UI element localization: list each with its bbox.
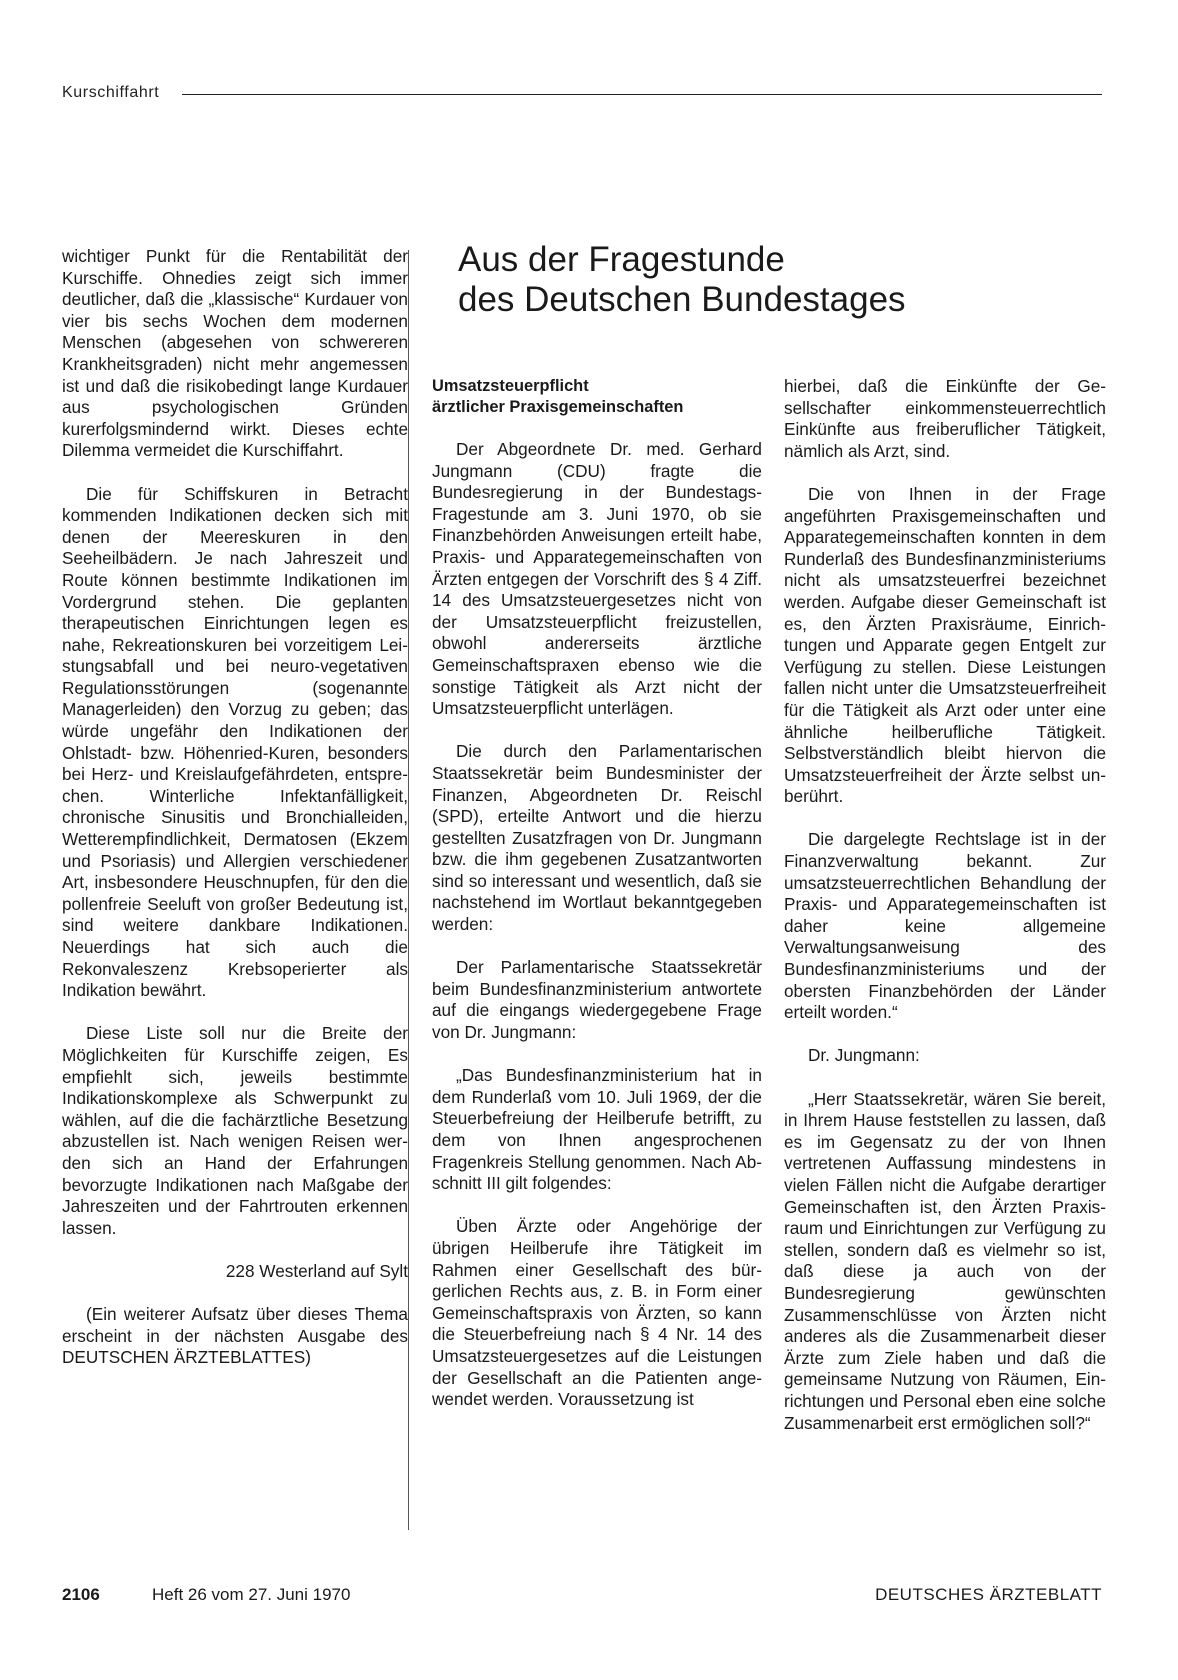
paragraph: Der Parlamentarische Staatssekretär beim Bundesfinanzministerium antwortete auf die eingangs wiedergegebene Frage von Dr. Jungmann: — [432, 957, 762, 1043]
editor-note: (Ein weiterer Aufsatz über dieses Thema erscheint in der nächsten Ausgabe des DEUTSCHEN ÄRZTEBLATTES) — [62, 1304, 408, 1368]
section-heading — [432, 376, 762, 418]
section-heading-line: ärztlicher Praxisgemeinschaften — [432, 398, 684, 416]
column-right — [784, 376, 1106, 1456]
paragraph: Diese Liste soll nur die Breite der Möglichkeiten für Kurschiffe zeigen, Es empfiehlt sich, jeweils bestimmte Indikationskomplexe als Schwerpunkt zu wählen, auf die die fachärztliche Besetzung abzustellen ist. Nach wenigen Reisen werden sich an Hand der Erfahrungen bevorzugte Indikationen nach Maßgabe der Jahreszeiten und der Fahrtrouten erkennen lassen. — [62, 1023, 408, 1238]
section-heading-line: Umsatzsteuerpflicht — [432, 377, 589, 395]
paragraph: „Das Bundesfinanzministerium hat in dem Runderlaß vom 10. Juli 1969, der die Steuerbefreiung der Heilberufe betrifft, zu dem von Ihnen angesprochenen Fragenkreis Stellung genommen. Nach Abschnitt III gilt folgendes: — [432, 1065, 762, 1194]
header-rule — [182, 94, 1102, 95]
paragraph: Üben Ärzte oder Angehörige der übrigen Heilberufe ihre Tätigkeit im Rahmen einer Gesellschaft des bürgerlichen Rechts aus, z. B. in Form einer Gemeinschaftspraxis von Ärzten, so kann die Steuerbefreiung nach § 4 Nr. 14 des Umsatzsteuergesetzes auf die Leistungen der Gesellschaft an die Patienten angewendet werden. Voraussetzung ist — [432, 1216, 762, 1410]
issue-info: Heft 26 vom 27. Juni 1970 — [152, 1585, 351, 1604]
paragraph: Die dargelegte Rechtslage ist in der Finanzverwaltung bekannt. Zur umsatzsteuerrechtlichen Behandlung der Praxis- und Apparategemeinschaften ist daher keine allgemeine Verwaltungsanweisung des Bundesfinanzministeriums und der obersten Finanzbehörden der Länder erteilt worden.“ — [784, 829, 1106, 1023]
column-left — [62, 246, 408, 1390]
column-middle — [432, 376, 762, 1432]
journal-name: DEUTSCHES ÄRZTEBLATT — [875, 1585, 1102, 1604]
paragraph: Der Abgeordnete Dr. med. Gerhard Jungmann (CDU) fragte die Bundesregierung in der Bundestags-Fragestunde am 3. Juni 1970, ob sie Finanzbehörden Anweisungen erteilt habe, Praxis- und Apparategemeinschaften von Ärzten entgegen der Vorschrift des § 4 Ziff. 14 des Umsatzsteuergesetzes nicht von der Umsatzsteuerpflicht freizustellen, obwohl andererseits ärztliche Gemeinschaftspraxen ebenso wie die sonstige Tätigkeit als Arzt nicht der Umsatzsteuerpflicht unterlägen. — [432, 439, 762, 719]
section-label: Kurschiffahrt — [62, 84, 160, 101]
paragraph: „Herr Staatssekretär, wären Sie bereit, in Ihrem Hause feststellen zu lassen, daß es im Gegensatz zu der von Ihnen vertretenen Auffassung mindestens in vielen Fällen nicht die Aufgabe derartiger Gemeinschaften ist, den Ärzten Praxisraum und Einrichtungen zur Verfügung zu stellen, sondern daß es vielmehr so ist, daß diese ja auch von der Bundesregierung gewünschten Zusammenschlüsse von Ärzten nicht anderes als die Zusammenarbeit dieser Ärzte zum Ziele haben und daß die gemeinsame Nutzung von Räumen, Einrichtungen und Personal eben eine solche Zusammenarbeit erst ermöglichen soll?“ — [784, 1088, 1106, 1433]
paragraph: wichtiger Punkt für die Rentabilität der Kurschiffe. Ohnedies zeigt sich immer deutlicher, daß die „klassische“ Kurdauer von vier bis sechs Wochen dem modernen Menschen (abgesehen von schwereren Krankheitsgraden) nicht mehr angemessen ist und daß die risikobedingt lange Kurdauer aus psychologischen Gründen kurerfolgsmindernd wirkt. Dieses echte Dilemma vermeidet die Kurschiffahrt. — [62, 246, 408, 461]
page-number: 2106 — [62, 1585, 100, 1604]
paragraph: Die für Schiffskuren in Betracht kommenden Indikationen decken sich mit denen der Meereskuren in den Seeheilbädern. Je nach Jahreszeit und Route können bestimmte Indikationen im Vordergrund stehen. Die geplanten therapeutischen Einrichtungen legen es nahe, Rekreationskuren bei vorzeitigem Leistungsabfall und bei neuro-vegetativen Regulationsstörungen (sogenannte Managerleiden) den Vorzug zu geben; das würde ungefähr den Indikationen der Ohlstadt- bzw. Höhenried-Kuren, besonders bei Herz- und Kreislaufgefährdeten, entsprechen. Winterliche Infektanfälligkeit, chronische Sinusitis und Bronchialleiden, Wetterempfindlichkeit, Dermatosen (Ekzem und Psoriasis) und Allergien verschiedener Art, insbesondere Heuschnupfen, für den die pollenfreie Seeluft von großer Bedeutung ist, sind weitere dankbare Indikationen. Neuerdings hat sich auch die Rekonvaleszenz Krebsoperierter als Indikation bewährt. — [62, 483, 408, 1001]
author-location: 228 Westerland auf Sylt — [225, 1260, 408, 1281]
paragraph: Die von Ihnen in der Frage angeführten Praxisgemeinschaften und Apparategemeinschaften konnten in dem Runderlaß des Bundesfinanzministeriums nicht als umsatzsteuerfrei bezeichnet werden. Aufgabe dieser Gemeinschaft ist es, den Ärzten Praxisräume, Einrichtungen und Apparate gegen Entgelt zur Verfügung zu stellen. Diese Leistungen fallen nicht unter die Umsatzsteuerfreiheit für die Tätigkeit als Arzt oder unter eine ähnliche heilberufliche Tätigkeit. Selbstverständlich bleibt hiervon die Umsatzsteuerfreiheit der Ärzte selbst unberührt. — [784, 483, 1106, 807]
speaker: Dr. Jungmann: — [808, 1045, 920, 1066]
title-line: Aus der Fragestunde — [458, 240, 785, 279]
paragraph: Die durch den Parlamentarischen Staatssekretär beim Bundesminister der Finanzen, Abgeordneten Dr. Reischl (SPD), erteilte Antwort und die hierzu gestellten Zusatzfragen von Dr. Jungmann bzw. die ihm gegebenen Zusatzantworten sind so interessant und wesentlich, daß sie nachstehend im Wortlaut bekanntgegeben werden: — [432, 741, 762, 935]
article-title — [458, 240, 1098, 320]
paragraph: hierbei, daß die Einkünfte der Gesellschafter einkommensteuerrechtlich Einkünfte aus freiberuflicher Tätigkeit, nämlich als Arzt, sind. — [784, 376, 1106, 461]
column-divider — [408, 250, 409, 1530]
title-line: des Deutschen Bundestages — [458, 280, 906, 319]
